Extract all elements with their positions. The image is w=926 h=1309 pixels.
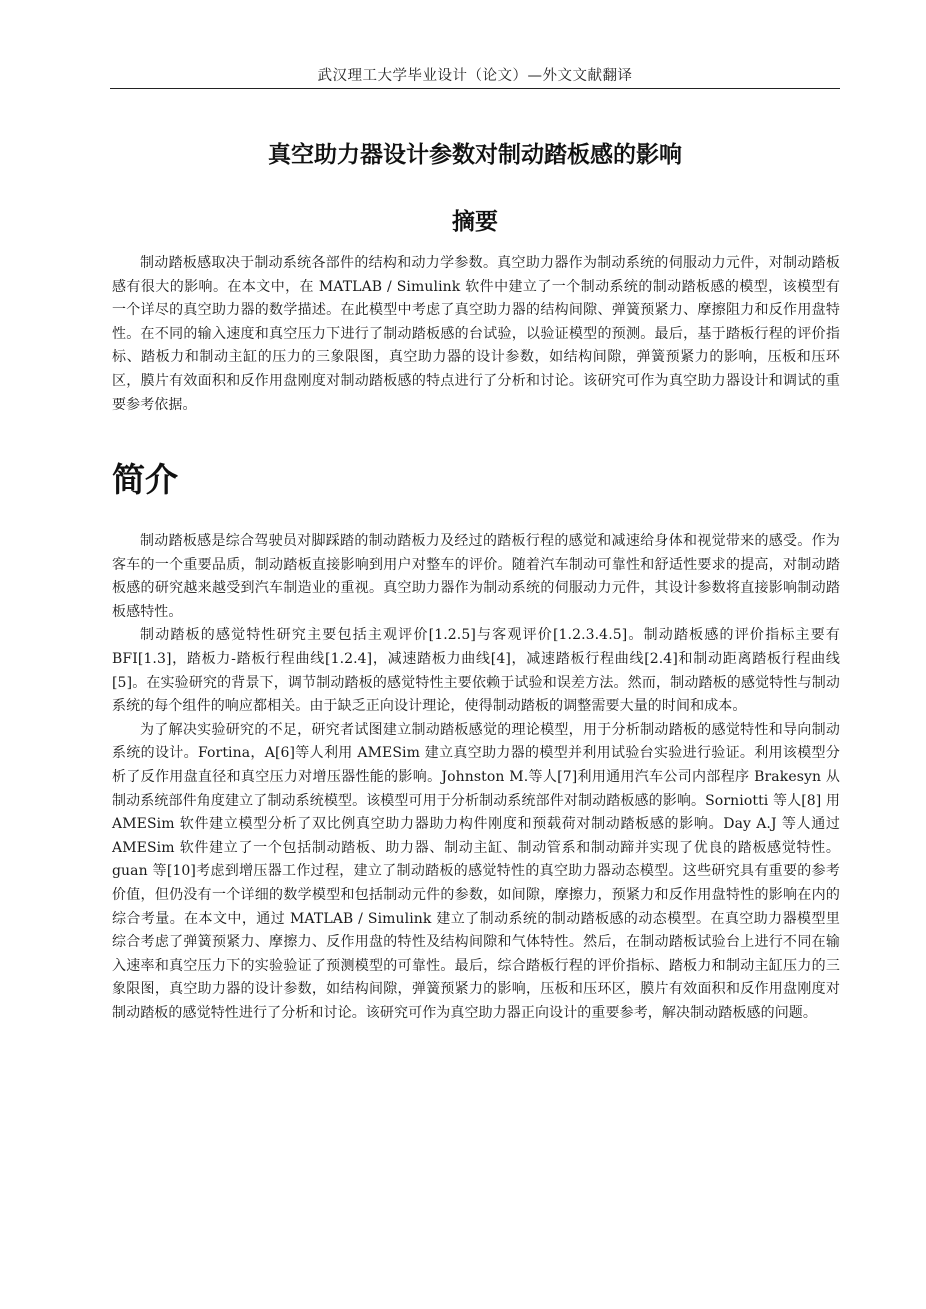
abstract-heading: 摘要 [452,209,498,235]
introduction-heading: 简介 [112,460,178,499]
document-title: 真空助力器设计参数对制动踏板感的影响 [268,142,682,168]
introduction-paragraph-3: 为了解决实验研究的不足，研究者试图建立制动踏板感觉的理论模型，用于分析制动踏板的感觉特性和导向制动系统的设计。Fortina，A[6]等人利用 AMESim 建立真空助力器的模型并利用试验台实验进行验证。利用该模型分析了反作用盘直径和真空压力对增压器性能的影响。Johnston M.等人[7]利用通用汽车公司内部程序 Brakesyn 从制动系统部件角度建立了制动系统模型。该模型可用于分析制动系统部件对制动踏板感的影响。Sorniotti 等人[8] 用 AMESim 软件建立模型分析了双比例真空助力器助力构件刚度和预载荷对制动踏板感的影响。Day A.J 等人通过 AMESim 软件建立了一个包括制动踏板、助力器、制动主缸、制动管系和制动蹄并实现了优良的踏板感觉特性。guan 等[10]考虑到增压器工作过程，建立了制动踏板的感觉特性的真空助力器动态模型。这些研究具有重要的参考价值，但仍没有一个详细的数学模型和包括制动元件的参数，如间隙，摩擦力，预紧力和反作用盘特性的影响在内的综合考量。在本文中，通过 MATLAB / Simulink 建立了制动系统的制动踏板感的动态模型。在真空助力器模型里综合考虑了弹簧预紧力、摩擦力、反作用盘的特性及结构间隙和气体特性。然后，在制动踏板试验台上进行不同在输入速率和真空压力下的实验验证了预测模型的可靠性。最后，综合踏板行程的评价指标、踏板力和制动主缸压力的三象限图，真空助力器的设计参数，如结构间隙，弹簧预紧力的影响，压板和压环区，膜片有效面积和反作用盘刚度对制动踏板的感觉特性进行了分析和讨论。该研究可作为真空助力器正向设计的重要参考，解决制动踏板感的问题。 [112,721,840,1021]
introduction-paragraph-1: 制动踏板感是综合驾驶员对脚踩踏的制动踏板力及经过的踏板行程的感觉和减速给身体和视觉带来的感受。作为客车的一个重要品质，制动踏板直接影响到用户对整车的评价。随着汽车制动可靠性和舒适性要求的提高，对制动踏板感的研究越来越受到汽车制造业的重视。真空助力器作为制动系统的伺服动力元件，其设计参数将直接影响制动踏板感特性。 [112,533,840,620]
abstract-paragraph: 制动踏板感取决于制动系统各部件的结构和动力学参数。真空助力器作为制动系统的伺服动力元件，对制动踏板感有很大的影响。在本文中，在 MATLAB / Simulink 软件中建立了一个制动系统的制动踏板感的模型，该模型有一个详尽的真空助力器的数学描述。在此模型中考虑了真空助力器的结构间隙、弹簧预紧力、摩擦阻力和反作用盘特性。在不同的输入速度和真空压力下进行了制动踏板感的台试验，以验证模型的预测。最后，基于踏板行程的评价指标、踏板力和制动主缸的压力的三象限图，真空助力器的设计参数，如结构间隙，弹簧预紧力的影响，压板和压环区，膜片有效面积和反作用盘刚度对制动踏板感的特点进行了分析和讨论。该研究可作为真空助力器设计和调试的重要参考依据。 [112,255,840,413]
introduction-body [112,530,840,1025]
introduction-paragraph-2: 制动踏板的感觉特性研究主要包括主观评价[1.2.5]与客观评价[1.2.3.4.5]。制动踏板感的评价指标主要有 BFI[1.3]，踏板力-踏板行程曲线[1.2.4]，减速踏板力曲线[4]，减速踏板行程曲线[2.4]和制动距离踏板行程曲线[5]。在实验研究的背景下，调节制动踏板的感觉特性主要依赖于试验和误差方法。然而，制动踏板的感觉特性与制动系统的每个组件的响应都相关。由于缺乏正向设计理论，使得制动踏板的调整需要大量的时间和成本。 [112,627,840,715]
running-header: 武汉理工大学毕业设计（论文）—外文文献翻译 [317,68,633,84]
header-divider [110,88,840,89]
abstract-body [112,252,840,417]
